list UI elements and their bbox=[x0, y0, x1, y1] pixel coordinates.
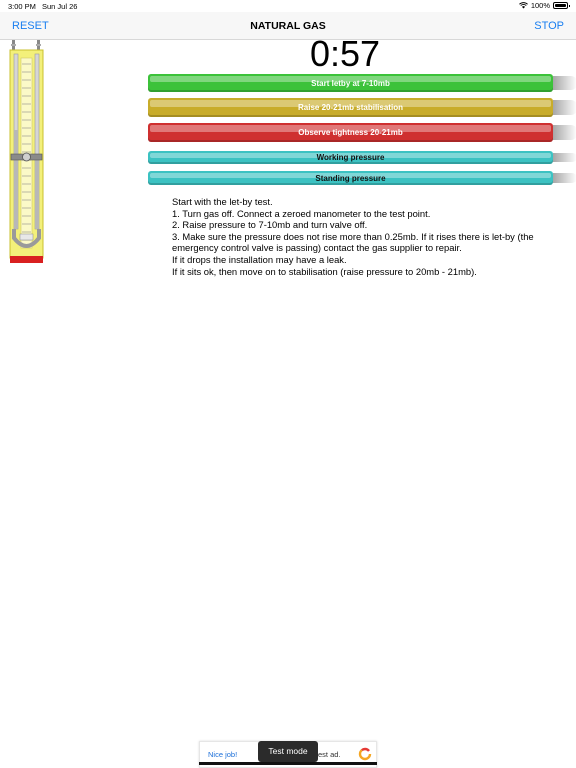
status-indicators bbox=[519, 1, 568, 10]
page-title: NATURAL GAS bbox=[250, 20, 326, 32]
band-label: Observe tightness 20-21mb bbox=[298, 128, 403, 137]
reset-button[interactable]: RESET bbox=[12, 20, 49, 32]
band-working-pressure[interactable] bbox=[148, 151, 553, 164]
band-tightness[interactable] bbox=[148, 123, 553, 142]
band-label: Standing pressure bbox=[315, 173, 386, 183]
status-time: 3:00 PM bbox=[8, 2, 36, 11]
manometer-gauge bbox=[8, 40, 48, 266]
instruction-line: 2. Raise pressure to 7-10mb and turn valve off. bbox=[172, 219, 368, 231]
band-standing-pressure[interactable] bbox=[148, 171, 553, 185]
instruction-line: If it drops the installation may have a leak. bbox=[172, 253, 347, 265]
instruction-line: 3. Make sure the pressure does not rise more than 0.25mb. If it rises there is let-by (the emergency control valve is passing) contact the gas supplier to repair. bbox=[172, 230, 534, 254]
instruction-line: If it sits ok, then move on to stabilisation (raise pressure to 20mb - 21mb). bbox=[172, 265, 477, 277]
countdown-timer: 0:57 bbox=[309, 33, 381, 74]
battery-percent: 100% bbox=[530, 1, 550, 10]
instruction-line: 1. Turn gas off. Connect a zeroed manometer to the test point. bbox=[172, 207, 431, 219]
band-label: Start letby at 7-10mb bbox=[311, 78, 390, 88]
wifi-icon bbox=[519, 2, 528, 9]
ad-text-right: est ad. bbox=[318, 750, 341, 759]
band-start-letby[interactable] bbox=[148, 74, 553, 92]
ad-logo-icon bbox=[358, 747, 372, 761]
ad-text-left: Nice job! bbox=[208, 750, 238, 759]
stop-button[interactable]: STOP bbox=[534, 20, 564, 32]
battery-icon bbox=[553, 2, 568, 9]
test-mode-badge: Test mode bbox=[258, 741, 318, 762]
instructions-text bbox=[172, 196, 557, 277]
status-date: Sun Jul 26 bbox=[42, 2, 78, 11]
band-stabilisation[interactable] bbox=[148, 98, 553, 117]
instruction-line: Start with the let-by test. bbox=[172, 196, 273, 207]
ad-underline bbox=[199, 762, 377, 765]
band-label: Working pressure bbox=[316, 153, 385, 162]
band-label: Raise 20-21mb stabilisation bbox=[298, 103, 403, 112]
